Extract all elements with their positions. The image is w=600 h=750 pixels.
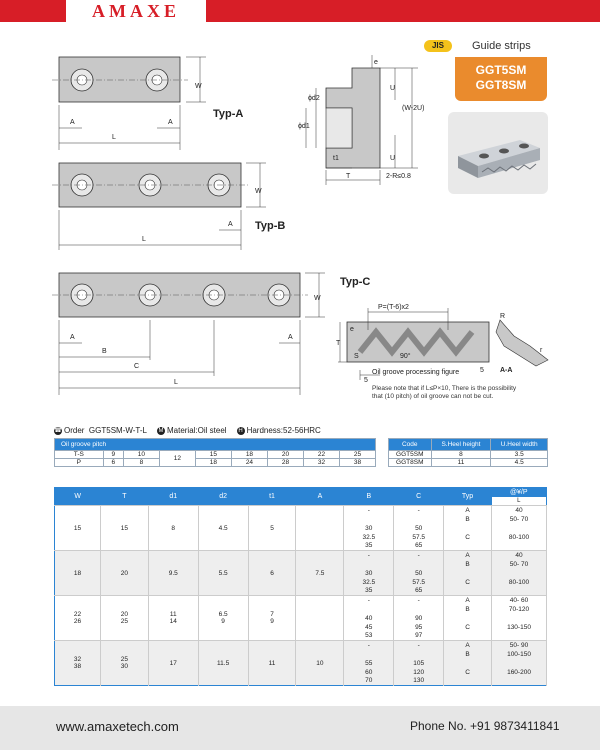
table-cell: 6.5 9 bbox=[198, 596, 248, 641]
table-cell: 4.5 bbox=[198, 506, 248, 551]
hardness-item bbox=[237, 426, 321, 435]
table-cell: 160-200 bbox=[492, 668, 547, 677]
model-2: GGT8SM bbox=[475, 78, 527, 92]
t-value: 15 bbox=[120, 524, 128, 532]
table-cell: 40 bbox=[344, 614, 394, 623]
dim-r-small: r bbox=[540, 347, 543, 354]
material-text: Material:Oil steel bbox=[166, 426, 227, 435]
dim-angle: 90° bbox=[400, 353, 411, 360]
table-cell: 80-100 bbox=[492, 578, 547, 587]
dim-a-1: A bbox=[70, 119, 75, 126]
table-cell: - bbox=[394, 551, 444, 560]
table-cell: 105 bbox=[394, 659, 444, 668]
ogp-cell: 24 bbox=[231, 459, 267, 467]
table-cell: 40- 60 bbox=[492, 596, 547, 605]
section-aa-label: A-A bbox=[500, 367, 513, 374]
table-cell bbox=[492, 677, 547, 686]
dim-l-c: L bbox=[174, 379, 178, 386]
table-cell bbox=[444, 632, 492, 641]
table-cell bbox=[344, 515, 394, 524]
table-cell: 120 bbox=[394, 668, 444, 677]
ogp-cell: 20 bbox=[267, 451, 303, 459]
table-cell: 100-150 bbox=[492, 650, 547, 659]
dim-s: S bbox=[354, 353, 359, 360]
table-cell: 97 bbox=[394, 632, 444, 641]
dim-w-c: W bbox=[314, 295, 321, 302]
table-cell bbox=[344, 560, 394, 569]
code-cell: 4.5 bbox=[491, 459, 548, 467]
dim-d1: ϕd1 bbox=[298, 123, 310, 130]
product-category: Guide strips bbox=[472, 40, 531, 52]
t-value: 20 bbox=[120, 569, 128, 577]
dim-a-c1: A bbox=[70, 334, 75, 341]
table-cell bbox=[492, 524, 547, 533]
table-cell bbox=[344, 650, 394, 659]
typ-c-label: Typ-C bbox=[340, 276, 371, 288]
table-cell bbox=[344, 605, 394, 614]
model-1: GGT5SM bbox=[475, 63, 527, 77]
oil-figure-label: Oil groove processing figure bbox=[372, 369, 460, 376]
w-value: 38 bbox=[73, 663, 82, 670]
table-cell: 5 bbox=[248, 506, 296, 551]
table-cell: B bbox=[444, 650, 492, 659]
table-cell bbox=[100, 506, 148, 551]
col-t: T bbox=[100, 488, 148, 506]
table-cell: 45 bbox=[344, 623, 394, 632]
table-cell: 30 bbox=[344, 524, 394, 533]
table-cell: 90 bbox=[394, 614, 444, 623]
aa-section bbox=[496, 320, 548, 366]
table-cell bbox=[55, 506, 101, 551]
hardness-icon: H bbox=[238, 427, 243, 434]
ogp-cell: 18 bbox=[195, 459, 231, 467]
table-cell: C bbox=[444, 533, 492, 542]
dim-5b: 5 bbox=[480, 367, 484, 374]
note-line-1: Please note that if L≤P×10, There is the possibility bbox=[372, 385, 517, 392]
table-cell bbox=[100, 596, 148, 641]
dim-radius: 2-R≤0.8 bbox=[386, 173, 411, 180]
table-cell: 50 bbox=[394, 569, 444, 578]
code-cell: 8 bbox=[431, 451, 491, 459]
table-cell bbox=[492, 614, 547, 623]
material-item bbox=[157, 426, 227, 435]
table-cell: C bbox=[444, 578, 492, 587]
table-cell bbox=[394, 650, 444, 659]
dim-a-b: A bbox=[228, 221, 233, 228]
col-t1: t1 bbox=[248, 488, 296, 506]
ogp-cell: 22 bbox=[303, 451, 339, 459]
table-cell bbox=[444, 614, 492, 623]
col-price bbox=[492, 488, 547, 506]
col-c: C bbox=[394, 488, 444, 506]
table-cell: - bbox=[344, 596, 394, 605]
code-cell: 3.5 bbox=[491, 451, 548, 459]
table-cell bbox=[55, 551, 101, 596]
table-cell: 95 bbox=[394, 623, 444, 632]
ogp-cell: P bbox=[55, 459, 104, 467]
table-cell bbox=[492, 632, 547, 641]
table-cell: 80-100 bbox=[492, 533, 547, 542]
table-cell: A bbox=[444, 551, 492, 560]
dim-e: e bbox=[374, 59, 378, 66]
table-cell: C bbox=[444, 623, 492, 632]
table-cell bbox=[444, 569, 492, 578]
t-value: 25 bbox=[120, 618, 128, 625]
hardness-text: Hardness:52-56HRC bbox=[246, 426, 321, 435]
material-icon: M bbox=[158, 427, 164, 434]
table-cell: 40 bbox=[492, 506, 547, 515]
brand-logo: AMAXE bbox=[92, 0, 180, 21]
ogp-cell: 15 bbox=[195, 451, 231, 459]
ogp-cell: 18 bbox=[231, 451, 267, 459]
table-cell: 65 bbox=[394, 587, 444, 596]
table-cell bbox=[492, 542, 547, 551]
website-link[interactable]: www.amaxetech.com bbox=[56, 719, 179, 734]
table-cell bbox=[444, 524, 492, 533]
col-b: B bbox=[344, 488, 394, 506]
table-cell: 70-120 bbox=[492, 605, 547, 614]
table-cell: 53 bbox=[344, 632, 394, 641]
table-cell bbox=[444, 677, 492, 686]
table-cell bbox=[100, 551, 148, 596]
table-cell: - bbox=[394, 641, 444, 650]
table-cell: 50 bbox=[394, 524, 444, 533]
dim-d2: ϕd2 bbox=[308, 95, 320, 102]
code-header: Code bbox=[389, 439, 432, 451]
dim-w-a: W bbox=[195, 83, 202, 90]
w-value: 15 bbox=[73, 524, 82, 532]
table-cell: 130 bbox=[394, 677, 444, 686]
phone-icon: ☎ bbox=[54, 427, 62, 434]
table-row bbox=[55, 596, 547, 605]
w-value: 18 bbox=[73, 569, 82, 577]
dim-w2u: (W-2U) bbox=[402, 105, 425, 112]
table-cell: 11 bbox=[248, 641, 296, 686]
table-cell: - bbox=[394, 596, 444, 605]
dim-t: T bbox=[346, 173, 351, 180]
code-header: S.Heel height bbox=[431, 439, 491, 451]
table-cell bbox=[394, 560, 444, 569]
dim-a-c2: A bbox=[288, 334, 293, 341]
table-cell bbox=[100, 641, 148, 686]
table-cell: - bbox=[344, 641, 394, 650]
table-cell: 11 14 bbox=[148, 596, 198, 641]
price-header: @¥/P bbox=[509, 488, 528, 496]
col-d1: d1 bbox=[148, 488, 198, 506]
table-cell: C bbox=[444, 668, 492, 677]
t-value: 30 bbox=[120, 663, 128, 670]
table-cell: 35 bbox=[344, 542, 394, 551]
ogp-cell: 8 bbox=[123, 459, 159, 467]
table-row bbox=[55, 506, 547, 515]
ogp-cell: 32 bbox=[303, 459, 339, 467]
table-cell: 35 bbox=[344, 587, 394, 596]
table-cell bbox=[394, 515, 444, 524]
ogp-cell: 10 bbox=[123, 451, 159, 459]
w-value: 32 bbox=[73, 656, 82, 663]
table-row bbox=[55, 551, 547, 560]
code-cell: GGT8SM bbox=[389, 459, 432, 467]
t-value: 25 bbox=[120, 656, 128, 663]
ogp-cell: T-S bbox=[55, 451, 104, 459]
typ-b-label: Typ-B bbox=[255, 220, 286, 232]
table-cell bbox=[492, 659, 547, 668]
ogp-cell: 25 bbox=[339, 451, 375, 459]
note-line-2: that (10 pitch) of oil groove can not be cut. bbox=[372, 393, 494, 400]
table-cell: 55 bbox=[344, 659, 394, 668]
ogp-cell: 28 bbox=[267, 459, 303, 467]
col-typ: Typ bbox=[444, 488, 492, 506]
code-table bbox=[388, 438, 548, 467]
order-label: Order bbox=[64, 426, 85, 435]
table-cell: A bbox=[444, 596, 492, 605]
order-code: GGT5SM-W-T-L bbox=[88, 426, 147, 435]
typ-a-label: Typ-A bbox=[213, 108, 244, 120]
table-cell bbox=[55, 641, 101, 686]
t-value: 20 bbox=[120, 611, 128, 618]
table-cell bbox=[492, 569, 547, 578]
w-value: 22 bbox=[73, 611, 82, 618]
table-cell: 40 bbox=[492, 551, 547, 560]
jis-badge: JIS bbox=[424, 40, 452, 52]
l-subheader: L bbox=[492, 497, 546, 505]
table-cell: 5.5 bbox=[198, 551, 248, 596]
col-d2: d2 bbox=[198, 488, 248, 506]
table-cell: - bbox=[394, 506, 444, 515]
table-cell: 10 bbox=[296, 641, 344, 686]
col-a: A bbox=[296, 488, 344, 506]
dim-b: B bbox=[102, 348, 107, 355]
code-header: U.Heel width bbox=[491, 439, 548, 451]
table-cell bbox=[55, 596, 101, 641]
table-cell: 30 bbox=[344, 569, 394, 578]
table-cell: 7 9 bbox=[248, 596, 296, 641]
table-cell: 57.5 bbox=[394, 578, 444, 587]
table-cell bbox=[444, 587, 492, 596]
table-cell: 9.5 bbox=[148, 551, 198, 596]
table-cell: 70 bbox=[344, 677, 394, 686]
table-cell: - bbox=[344, 506, 394, 515]
ogp-cell: 6 bbox=[103, 459, 123, 467]
dim-5a: 5 bbox=[364, 377, 368, 384]
table-cell bbox=[296, 596, 344, 641]
col-w: W bbox=[55, 488, 101, 506]
ogp-cell: 38 bbox=[339, 459, 375, 467]
table-cell: 32.5 bbox=[344, 533, 394, 542]
table-cell bbox=[492, 587, 547, 596]
table-cell: 60 bbox=[344, 668, 394, 677]
dim-c: C bbox=[134, 363, 140, 370]
table-cell: 6 bbox=[248, 551, 296, 596]
oil-groove-title: Oil groove pitch bbox=[55, 439, 376, 451]
dim-l-a: L bbox=[112, 134, 116, 141]
table-cell: B bbox=[444, 560, 492, 569]
table-row bbox=[55, 641, 547, 650]
order-item bbox=[54, 426, 147, 435]
table-cell: 50- 70 bbox=[492, 560, 547, 569]
w-value: 26 bbox=[73, 618, 82, 625]
phone-number: Phone No. +91 9873411841 bbox=[410, 719, 560, 733]
table-cell: 50- 90 bbox=[492, 641, 547, 650]
dim-pitch: P=(T-6)x2 bbox=[378, 304, 409, 311]
table-cell: - bbox=[344, 551, 394, 560]
table-cell: 32.5 bbox=[344, 578, 394, 587]
dim-u1: U bbox=[390, 85, 396, 92]
oil-groove-note bbox=[372, 385, 516, 401]
dim-u2: U bbox=[390, 155, 396, 162]
dimension-table-body bbox=[55, 506, 547, 686]
table-cell bbox=[444, 542, 492, 551]
code-cell: GGT5SM bbox=[389, 451, 432, 459]
table-cell: 7.5 bbox=[296, 551, 344, 596]
oil-groove-table bbox=[54, 438, 376, 467]
table-cell: 8 bbox=[148, 506, 198, 551]
table-cell: 57.5 bbox=[394, 533, 444, 542]
dim-l-b: L bbox=[142, 236, 146, 243]
dim-r-big: R bbox=[500, 313, 506, 320]
table-cell: B bbox=[444, 605, 492, 614]
table-cell: 50- 70 bbox=[492, 515, 547, 524]
ogp-cell: 9 bbox=[103, 451, 123, 459]
table-cell bbox=[444, 659, 492, 668]
ogp-merged: 12 bbox=[159, 451, 195, 467]
table-cell: 65 bbox=[394, 542, 444, 551]
code-cell: 11 bbox=[431, 459, 491, 467]
dim-w-b: W bbox=[255, 188, 262, 195]
table-cell bbox=[296, 506, 344, 551]
table-cell: B bbox=[444, 515, 492, 524]
order-info bbox=[54, 426, 321, 435]
dimension-table bbox=[54, 487, 547, 686]
table-cell: 130-150 bbox=[492, 623, 547, 632]
table-cell: A bbox=[444, 506, 492, 515]
table-cell: 17 bbox=[148, 641, 198, 686]
dim-e-oil: e bbox=[350, 326, 354, 333]
table-cell bbox=[394, 605, 444, 614]
table-cell: 11.5 bbox=[198, 641, 248, 686]
table-cell: A bbox=[444, 641, 492, 650]
dim-t-oil: T bbox=[336, 340, 341, 347]
dim-t1: t1 bbox=[333, 155, 339, 162]
dim-a-2: A bbox=[168, 119, 173, 126]
